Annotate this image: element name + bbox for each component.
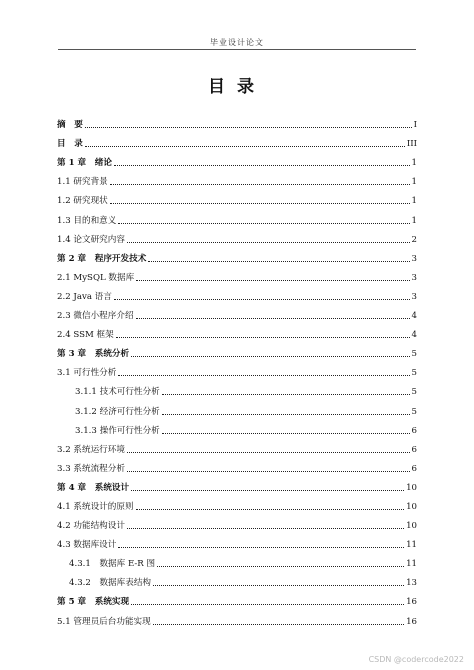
toc-entry[interactable]: [57, 264, 417, 283]
toc-dot-leader: [118, 374, 409, 376]
toc-entry-label: 摘 要: [57, 120, 83, 131]
toc-entry-page-number: 10: [406, 501, 417, 512]
toc-dot-leader: [127, 527, 404, 529]
toc-dot-leader: [162, 413, 410, 415]
toc-entry[interactable]: [57, 283, 417, 302]
toc-entry-page-number: 1: [411, 158, 417, 169]
toc-dot-leader: [162, 432, 410, 434]
toc-entry[interactable]: [57, 607, 417, 626]
toc-entry-page-number: 6: [411, 425, 417, 436]
toc-entry[interactable]: [57, 417, 417, 436]
toc-entry-page-number: 1: [411, 215, 417, 226]
toc-entry-label: 1.1 研究背景: [57, 177, 108, 188]
toc-dot-leader: [116, 336, 410, 338]
toc-dot-leader: [157, 565, 404, 567]
toc-entry-page-number: 5: [411, 387, 417, 398]
toc-entry[interactable]: [57, 130, 417, 149]
toc-entry-page-number: I: [413, 120, 417, 131]
toc-dot-leader: [136, 508, 405, 510]
watermark: CSDN @codercode2022: [368, 655, 464, 664]
toc-dot-leader: [118, 546, 404, 548]
toc-entry[interactable]: [57, 226, 417, 245]
toc-entry-label: 第 1 章 绪论: [57, 158, 112, 169]
toc-dot-leader: [148, 260, 409, 262]
toc-entry-label: 2.4 SSM 框架: [57, 330, 114, 341]
toc-entry-page-number: 2: [411, 234, 417, 245]
toc-entry[interactable]: [57, 359, 417, 378]
toc-entry-label: 3.1 可行性分析: [57, 368, 117, 379]
toc-entry-label: 第 2 章 程序开发技术: [57, 253, 147, 264]
toc-entry[interactable]: [57, 588, 417, 607]
toc-dot-leader: [136, 279, 409, 281]
toc-entry[interactable]: [57, 111, 417, 130]
toc-entry[interactable]: [57, 302, 417, 321]
toc-entry-page-number: 11: [406, 540, 417, 551]
toc-entry-page-number: 3: [411, 272, 417, 283]
toc-entry-label: 1.3 目的和意义: [57, 215, 117, 226]
toc-entry[interactable]: [57, 455, 417, 474]
toc-dot-leader: [136, 317, 410, 319]
toc-entry-label: 3.1.1 技术可行性分析: [75, 387, 160, 398]
toc-entry-page-number: 4: [411, 330, 417, 341]
toc-entry-label: 3.3 系统流程分析: [57, 463, 125, 474]
toc-entry-page-number: 3: [411, 291, 417, 302]
toc-entry[interactable]: [57, 569, 417, 588]
toc-entry-label: 1.2 研究现状: [57, 196, 108, 207]
toc-entry-label: 5.1 管理员后台功能实现: [57, 616, 151, 627]
header-rule: [58, 49, 416, 50]
toc-entry[interactable]: [57, 168, 417, 187]
toc-entry-label: 1.4 论文研究内容: [57, 234, 125, 245]
table-of-contents: [57, 111, 417, 627]
toc-dot-leader: [114, 298, 410, 300]
toc-entry[interactable]: [57, 245, 417, 264]
toc-entry-page-number: 5: [411, 368, 417, 379]
toc-dot-leader: [131, 355, 409, 357]
toc-entry-label: 4.1 系统设计的原则: [57, 501, 134, 512]
toc-entry[interactable]: [57, 436, 417, 455]
toc-entry[interactable]: [57, 493, 417, 512]
toc-entry-page-number: 13: [406, 578, 417, 589]
toc-entry[interactable]: [57, 550, 417, 569]
toc-entry-label: 2.1 MySQL 数据库: [57, 272, 135, 283]
toc-dot-leader: [127, 470, 410, 472]
page-title: 目录: [208, 77, 266, 97]
toc-entry-label: 第 5 章 系统实现: [57, 597, 130, 608]
toc-entry-page-number: 10: [406, 521, 417, 532]
toc-entry[interactable]: [57, 321, 417, 340]
running-header: 毕业设计论文: [210, 38, 264, 47]
toc-entry-label: 4.2 功能结构设计: [57, 521, 125, 532]
toc-dot-leader: [131, 489, 404, 491]
toc-entry-page-number: 6: [411, 463, 417, 474]
toc-dot-leader: [127, 241, 410, 243]
toc-entry-label: 3.2 系统运行环境: [57, 444, 125, 455]
toc-entry[interactable]: [57, 512, 417, 531]
toc-entry-label: 第 3 章 系统分析: [57, 349, 130, 360]
toc-entry[interactable]: [57, 187, 417, 206]
toc-entry[interactable]: [57, 531, 417, 550]
toc-dot-leader: [85, 126, 412, 128]
toc-entry-page-number: 3: [411, 253, 417, 264]
toc-entry-page-number: 10: [406, 482, 417, 493]
toc-dot-leader: [127, 451, 410, 453]
toc-entry-label: 目 录: [57, 139, 83, 150]
toc-entry-page-number: 16: [406, 616, 417, 627]
toc-entry-page-number: 1: [411, 177, 417, 188]
toc-entry[interactable]: [57, 149, 417, 168]
toc-entry-label: 4.3.1 数据库 E-R 图: [69, 559, 156, 570]
toc-dot-leader: [118, 222, 409, 224]
toc-entry-page-number: 5: [411, 349, 417, 360]
toc-entry-label: 3.1.3 操作可行性分析: [75, 425, 160, 436]
toc-entry-page-number: 6: [411, 444, 417, 455]
toc-dot-leader: [85, 145, 405, 147]
toc-entry-label: 第 4 章 系统设计: [57, 482, 130, 493]
toc-entry-label: 4.3.2 数据库表结构: [69, 578, 152, 589]
toc-dot-leader: [110, 202, 410, 204]
toc-dot-leader: [153, 584, 404, 586]
toc-entry[interactable]: [57, 474, 417, 493]
toc-entry-page-number: 4: [411, 311, 417, 322]
toc-dot-leader: [131, 603, 404, 605]
toc-entry-page-number: 16: [406, 597, 417, 608]
toc-entry[interactable]: [57, 340, 417, 359]
toc-entry-page-number: 5: [411, 406, 417, 417]
toc-entry-label: 2.3 微信小程序介绍: [57, 311, 134, 322]
toc-entry[interactable]: [57, 397, 417, 416]
toc-entry-label: 3.1.2 经济可行性分析: [75, 406, 160, 417]
toc-entry-page-number: III: [406, 139, 417, 150]
toc-entry-label: 2.2 Java 语言: [57, 291, 112, 302]
toc-entry[interactable]: [57, 378, 417, 397]
toc-dot-leader: [162, 393, 410, 395]
toc-entry-label: 4.3 数据库设计: [57, 540, 117, 551]
toc-entry[interactable]: [57, 206, 417, 225]
toc-entry-page-number: 1: [411, 196, 417, 207]
toc-dot-leader: [153, 623, 404, 625]
toc-dot-leader: [114, 164, 410, 166]
toc-dot-leader: [110, 183, 410, 185]
toc-entry-page-number: 11: [406, 559, 417, 570]
